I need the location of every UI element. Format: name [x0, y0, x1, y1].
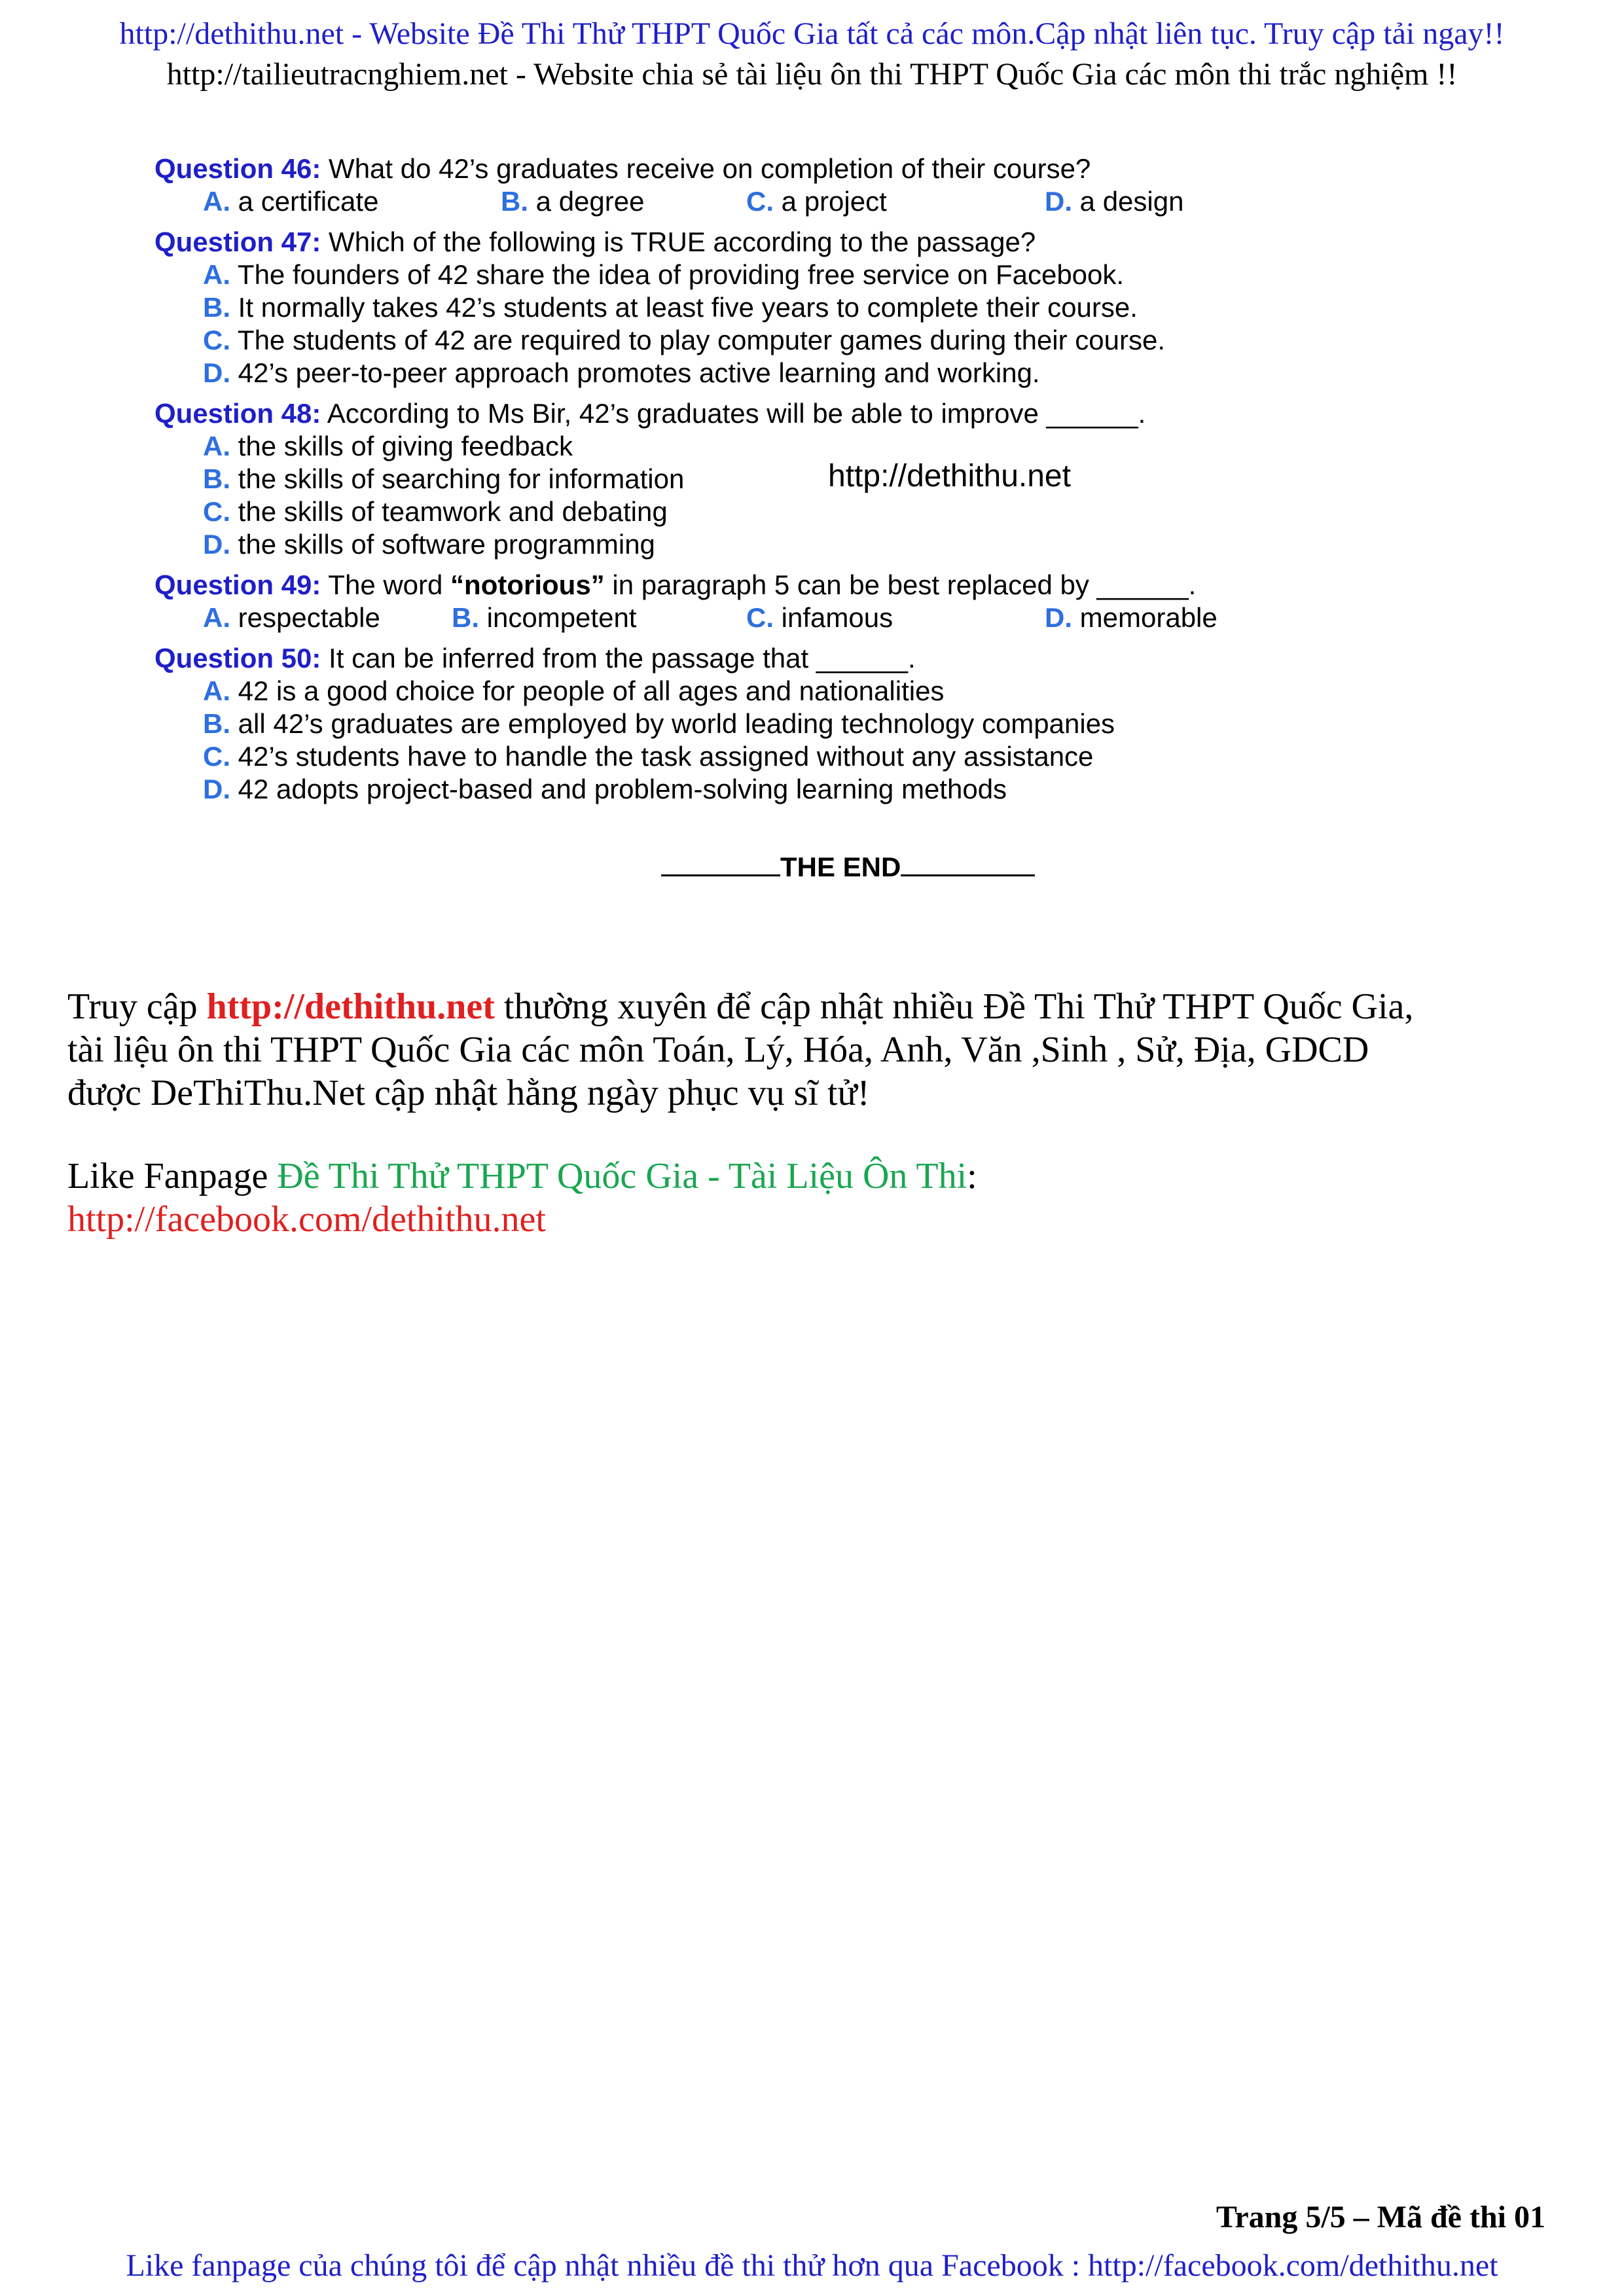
question-48: [154, 397, 1146, 431]
option-label: B.: [203, 292, 230, 323]
option-text: memorable: [1072, 602, 1218, 633]
question-49: [154, 568, 1196, 602]
option-48-a: [203, 429, 573, 463]
fanpage-prefix: Like Fanpage: [67, 1156, 278, 1196]
option-48-d: [203, 528, 655, 562]
option-49-a: [203, 601, 380, 635]
option-label: A.: [203, 602, 230, 633]
option-text: The founders of 42 share the idea of providing free service on Facebook.: [230, 259, 1125, 290]
option-46-b: [501, 185, 644, 219]
option-text: the skills of software programming: [230, 529, 655, 560]
option-text: respectable: [230, 602, 380, 633]
fanpage-name-link[interactable]: Đề Thi Thử THPT Quốc Gia - Tài Liệu Ôn Thi: [277, 1156, 967, 1196]
option-text: the skills of giving feedback: [230, 431, 573, 461]
question-label: Question 46:: [154, 153, 321, 184]
option-text: a project: [774, 186, 887, 217]
option-label: A.: [203, 259, 230, 290]
option-text: The students of 42 are required to play computer games during their course.: [230, 325, 1166, 355]
option-label: D.: [203, 357, 230, 388]
option-48-b: [203, 462, 684, 496]
option-label: B.: [203, 463, 230, 494]
question-text: It can be inferred from the passage that ______.: [321, 643, 916, 673]
option-label: C.: [203, 741, 230, 772]
fanpage-line: [67, 1155, 1573, 1198]
option-50-a: [203, 674, 944, 708]
header-line-1: http://dethithu.net - Website Đề Thi Thử THPT Quốc Gia tất cả các môn.Cập nhật liên tục. Truy cập tải ngay!!: [119, 16, 1505, 51]
option-label: D.: [1045, 602, 1072, 633]
option-49-b: [452, 601, 636, 635]
promo-paragraph-line-3: được DeThiThu.Net cập nhật hằng ngày phục vụ sĩ tử!: [67, 1073, 870, 1113]
option-50-b: [203, 707, 1115, 741]
question-47: [154, 225, 1036, 259]
promo-paragraph-line-1: [67, 985, 1573, 1028]
option-text: a design: [1072, 186, 1184, 217]
option-text: the skills of teamwork and debating: [230, 496, 668, 527]
option-label: B.: [203, 708, 230, 739]
divider: [661, 848, 780, 876]
option-label: D.: [1045, 186, 1072, 217]
option-label: A.: [203, 675, 230, 706]
option-48-c: [203, 495, 668, 529]
question-label: Question 50:: [154, 643, 321, 673]
fanpage-colon: :: [967, 1156, 977, 1196]
option-49-d: [1045, 601, 1218, 635]
option-47-b: [203, 291, 1138, 325]
option-46-d: [1045, 185, 1183, 219]
option-label: C.: [203, 325, 230, 355]
option-47-a: [203, 258, 1124, 292]
option-text: 42’s peer-to-peer approach promotes active learning and working.: [230, 357, 1040, 388]
option-text: It normally takes 42’s students at least five years to complete their course.: [230, 292, 1138, 323]
page-number: Trang 5/5 – Mã đề thi 01: [1216, 2200, 1545, 2234]
option-49-c: [746, 601, 893, 635]
option-label: A.: [203, 186, 230, 217]
divider: [901, 848, 1035, 876]
option-label: A.: [203, 431, 230, 461]
promo-text: thường xuyên để cập nhật nhiều Đề Thi Thử THPT Quốc Gia,: [494, 986, 1414, 1027]
option-47-d: [203, 356, 1040, 390]
question-text-after: in paragraph 5 can be best replaced by ______.: [604, 569, 1197, 600]
option-text: infamous: [774, 602, 893, 633]
option-46-a: [203, 185, 378, 219]
header-line-2: http://tailieutracnghiem.net - Website chia sẻ tài liệu ôn thi THPT Quốc Gia các môn thi trắc nghiệm !!: [166, 57, 1458, 92]
option-47-c: [203, 323, 1165, 357]
option-50-c: [203, 740, 1093, 774]
the-end-marker: [661, 848, 1035, 883]
question-text: According to Ms Bir, 42’s graduates will be able to improve ______.: [321, 398, 1146, 429]
question-label: Question 48:: [154, 398, 321, 429]
option-46-c: [746, 185, 887, 219]
option-text: incompetent: [479, 602, 637, 633]
option-50-d: [203, 772, 1007, 806]
footer-line: Like fanpage của chúng tôi để cập nhật nhiều đề thi thử hơn qua Facebook : http://facebook.com/dethithu.net: [126, 2248, 1498, 2283]
dethithu-link[interactable]: http://dethithu.net: [206, 986, 495, 1027]
option-label: D.: [203, 774, 230, 804]
question-50: [154, 641, 916, 675]
option-text: the skills of searching for information: [230, 463, 685, 494]
question-text: What do 42’s graduates receive on completion of their course?: [321, 153, 1091, 184]
promo-text: Truy cập: [67, 986, 207, 1027]
question-text: Which of the following is TRUE according to the passage?: [321, 226, 1036, 257]
option-label: C.: [203, 496, 230, 527]
option-label: C.: [746, 602, 774, 633]
option-text: a certificate: [230, 186, 379, 217]
option-label: B.: [452, 602, 479, 633]
option-text: 42 adopts project-based and problem-solving learning methods: [230, 774, 1007, 804]
watermark-text: http://dethithu.net: [828, 459, 1071, 493]
question-46: [154, 152, 1091, 186]
option-text: a degree: [528, 186, 645, 217]
promo-paragraph-line-2: tài liệu ôn thi THPT Quốc Gia các môn Toán, Lý, Hóa, Anh, Văn ,Sinh , Sử, Địa, GDCD: [67, 1030, 1369, 1070]
facebook-url-link[interactable]: http://facebook.com/dethithu.net: [67, 1199, 546, 1240]
question-text-before: The word: [321, 569, 451, 600]
option-label: D.: [203, 529, 230, 560]
option-text: 42’s students have to handle the task assigned without any assistance: [230, 741, 1094, 772]
option-text: all 42’s graduates are employed by world leading technology companies: [230, 708, 1115, 739]
question-bold-word: “notorious”: [450, 569, 605, 600]
the-end-label: THE END: [780, 852, 901, 882]
option-text: 42 is a good choice for people of all ages and nationalities: [230, 675, 945, 706]
option-label: B.: [501, 186, 528, 217]
question-label: Question 49:: [154, 569, 321, 600]
option-label: C.: [746, 186, 774, 217]
question-label: Question 47:: [154, 226, 321, 257]
